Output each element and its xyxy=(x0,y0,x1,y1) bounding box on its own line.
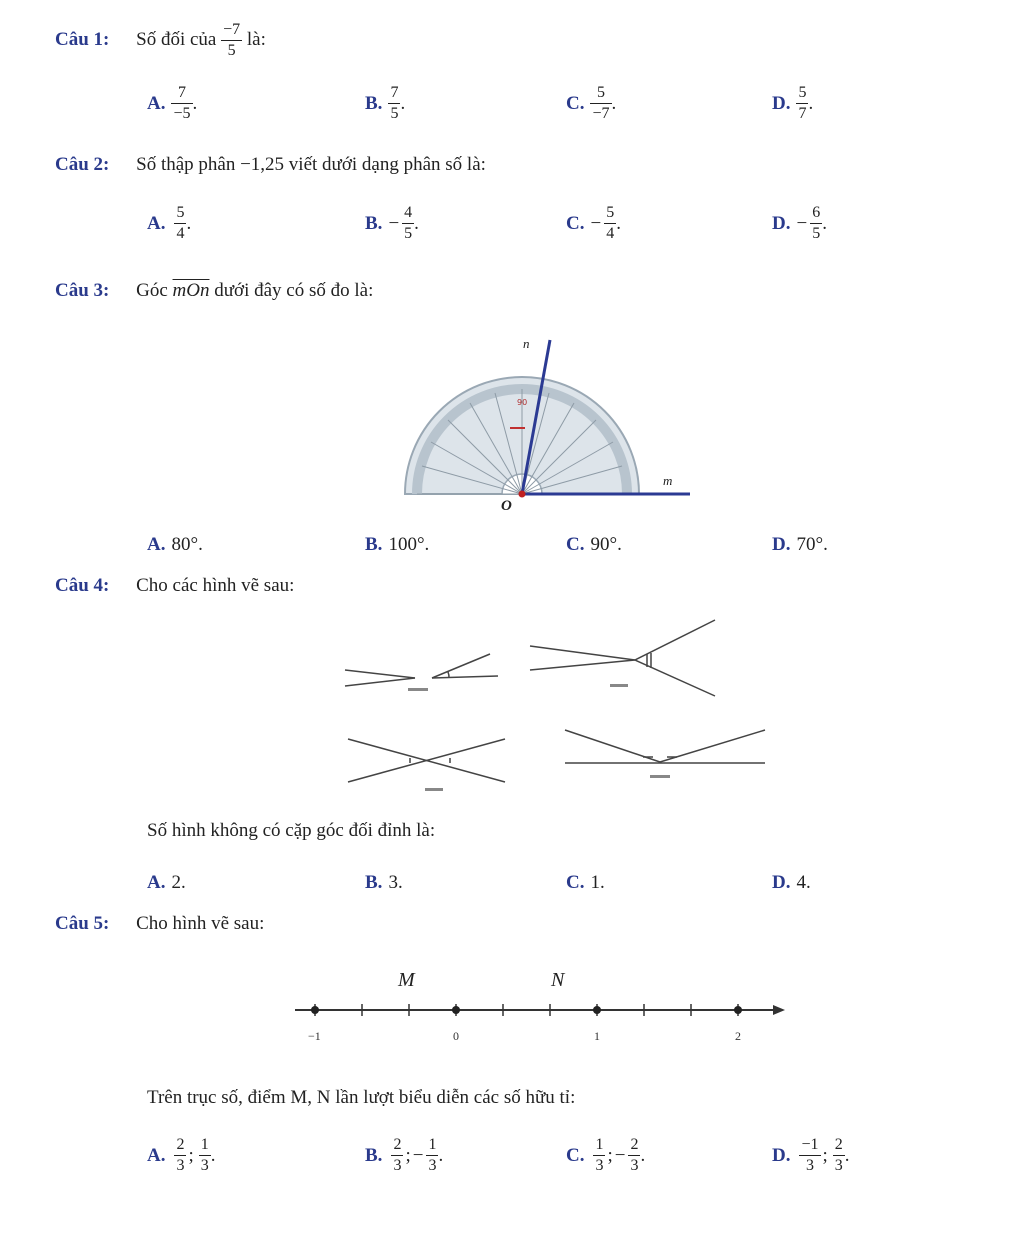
figure-3 xyxy=(348,739,505,782)
question-4-question: Số hình không có cặp góc đối đỉnh là: xyxy=(147,820,436,841)
question-1-label: Câu 1: xyxy=(55,28,110,50)
tick-label-0: 0 xyxy=(453,1029,459,1043)
question-1-text-after: là: xyxy=(246,28,266,50)
figure-4-caption-mark xyxy=(650,775,670,778)
figure-3-caption-mark xyxy=(425,788,443,791)
ray-m-label: m xyxy=(663,473,673,488)
question-5-question: Trên trục số, điểm M, N lần lượt biểu diễn các số hữu tỉ: xyxy=(147,1087,576,1108)
question-5-text: Cho hình vẽ sau: xyxy=(136,913,265,934)
question-1-text-before: Số đối của xyxy=(136,28,217,50)
point-n-label: N xyxy=(551,969,565,991)
question-3-label: Câu 3: xyxy=(55,280,110,301)
figure-1-caption-mark xyxy=(408,688,428,691)
q3-option-c[interactable]: C. 90°. xyxy=(566,534,622,555)
q1-option-c[interactable]: C. $\frac{5}{-7}$ . xyxy=(566,84,617,122)
integer-point-2 xyxy=(734,1006,742,1014)
question-3-text-after: dưới đây có số đo là: xyxy=(214,280,374,301)
question-4-text: Cho các hình vẽ sau: xyxy=(136,575,295,596)
vertex-point xyxy=(519,491,526,498)
q5-option-b[interactable]: B. $\frac{2}{3}$ ; − $\frac{1}{3}$ . xyxy=(365,1136,444,1174)
q1-option-b[interactable]: B. $\frac{7}{5}$ . xyxy=(365,84,406,122)
question-1-fraction: $\frac{-7}{5}$ xyxy=(223,21,241,59)
point-m-label: M xyxy=(398,969,415,991)
q5-option-d[interactable]: D. $\frac{-1}{3}$ ; $\frac{2}{3}$ . xyxy=(772,1136,850,1174)
q3-option-d[interactable]: D. 70°. xyxy=(772,534,828,555)
q4-option-b[interactable]: B. 3. xyxy=(365,872,403,893)
protractor-figure xyxy=(395,330,705,520)
q2-option-c[interactable]: C. − $\frac{5}{4}$ . xyxy=(566,204,621,242)
question-1-stem xyxy=(55,22,266,59)
axis-arrow xyxy=(773,1005,785,1015)
figure-2-caption-mark xyxy=(610,684,628,687)
integer-point-1 xyxy=(593,1006,601,1014)
question-4-label: Câu 4: xyxy=(55,575,110,596)
tick-label-2: 2 xyxy=(735,1029,741,1043)
protractor-mark-90: 90 xyxy=(517,398,528,407)
question-2-stem xyxy=(55,154,486,176)
q3-option-b[interactable]: B. 100°. xyxy=(365,534,430,555)
vertex-label: O xyxy=(501,498,512,514)
q2-option-d[interactable]: D. − $\frac{6}{5}$ . xyxy=(772,204,827,242)
q1-option-d[interactable]: D. $\frac{5}{7}$ . xyxy=(772,84,814,122)
question-5-label: Câu 5: xyxy=(55,913,110,934)
tick-label-neg1: −1 xyxy=(308,1029,321,1043)
figure-4 xyxy=(565,730,765,763)
integer-point-neg1 xyxy=(311,1006,319,1014)
question-4-stem xyxy=(55,575,294,597)
q4-option-c[interactable]: C. 1. xyxy=(566,872,605,893)
question-3-text-before: Góc xyxy=(136,280,168,301)
q1-option-a[interactable]: A. $\frac{7}{-5}$ . xyxy=(147,84,198,122)
angle-figures xyxy=(340,612,780,802)
q4-option-a[interactable]: A. 2. xyxy=(147,872,186,893)
angle-name: $\overline{mOn}$ xyxy=(172,280,210,301)
q5-option-a[interactable]: A. $\frac{2}{3}$ ; $\frac{1}{3}$ . xyxy=(147,1136,216,1174)
ray-n-label: n xyxy=(523,336,530,351)
q3-option-a[interactable]: A. 80°. xyxy=(147,534,203,555)
question-2-label: Câu 2: xyxy=(55,154,110,175)
question-2-text: Số thập phân −1,25 viết dưới dạng phân số là: xyxy=(136,154,486,175)
integer-point-0 xyxy=(452,1006,460,1014)
q2-option-a[interactable]: A. $\frac{5}{4}$ . xyxy=(147,204,192,242)
q2-option-b[interactable]: B. − $\frac{4}{5}$ . xyxy=(365,204,419,242)
figure-1 xyxy=(345,654,498,686)
q5-option-c[interactable]: C. $\frac{1}{3}$ ; − $\frac{2}{3}$ . xyxy=(566,1136,646,1174)
q4-option-d[interactable]: D. 4. xyxy=(772,872,811,893)
question-5-stem xyxy=(55,913,264,935)
number-line xyxy=(280,960,790,1050)
tick-label-1: 1 xyxy=(594,1029,600,1043)
question-3-stem xyxy=(55,280,373,302)
